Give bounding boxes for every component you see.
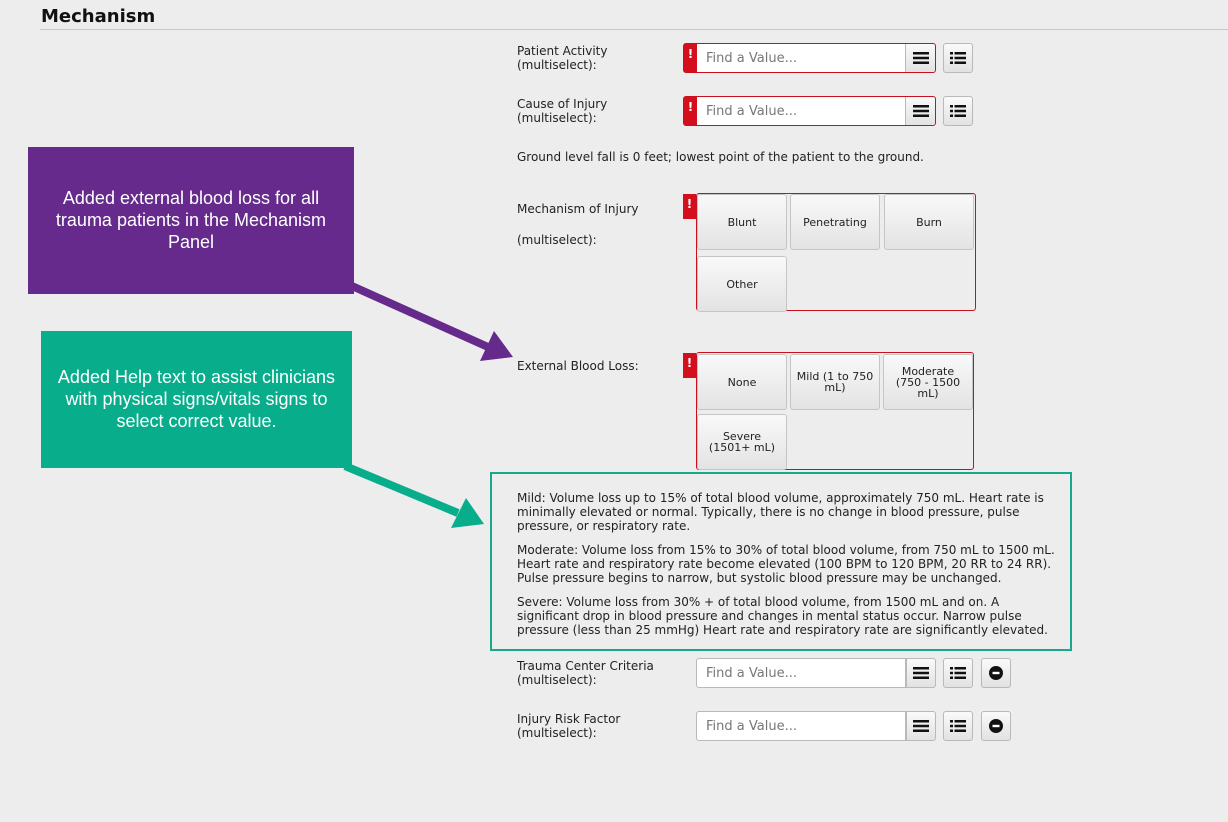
ground-level-note: Ground level fall is 0 feet; lowest point of the patient to the ground. [517, 150, 924, 164]
callout-text: Added Help text to assist clinicians with physical signs/vitals signs to select correct value. [57, 367, 336, 431]
option-blunt[interactable]: Blunt [697, 194, 787, 250]
option-penetrating[interactable]: Penetrating [790, 194, 880, 250]
required-flag-icon: ! [683, 353, 696, 378]
callout-text: Added external blood loss for all trauma patients in the Mechanism Panel [55, 188, 327, 252]
mechanism-of-injury-sublabel: (multiselect): [517, 233, 597, 247]
help-text-moderate: Moderate: Volume loss from 15% to 30% of total blood volume, from 750 mL to 1500 mL. Heart rate and respiratory rate become elevated (100 BPM to 120 BPM, 20 RR to 24 RR). Pulse pressure begins to narrow, but systolic blood pressure may be unchanged. [517, 543, 1055, 585]
external-blood-loss-label: External Blood Loss: [517, 359, 639, 373]
option-other[interactable]: Other [697, 256, 787, 312]
required-flag-icon: ! [684, 44, 697, 72]
trauma-center-criteria-input[interactable]: Find a Value... [696, 658, 906, 688]
label-line: Cause of Injury [517, 97, 608, 111]
green-arrow [345, 466, 484, 528]
required-flag-icon: ! [683, 194, 696, 219]
option-mild[interactable]: Mild (1 to 750 mL) [790, 354, 880, 410]
required-flag-icon: ! [684, 97, 697, 125]
cause-of-injury-input[interactable]: Find a Value... [697, 97, 905, 125]
help-text-mild: Mild: Volume loss up to 15% of total blood volume, approximately 750 mL. Heart rate is minimally elevated or normal. Typically, there is no change in blood pressure, pulse pressure, or respiratory rate. [517, 491, 1044, 533]
label-line: Injury Risk Factor [517, 712, 621, 726]
label-line: (multiselect): [517, 58, 597, 72]
help-text-severe: Severe: Volume loss from 30% + of total blood volume, from 1500 mL and on. A significant drop in blood pressure and changes in mental status occur. Narrow pulse pressure (less than 25 mmHg) Heart rate and respiratory rate are significantly elevated. [517, 595, 1048, 637]
option-severe[interactable]: Severe (1501+ mL) [697, 414, 787, 470]
option-burn[interactable]: Burn [884, 194, 974, 250]
section-title: Mechanism [41, 6, 156, 27]
purple-arrow [352, 286, 513, 361]
injury-risk-factor-input[interactable]: Find a Value... [696, 711, 906, 741]
patient-activity-input[interactable]: Find a Value... [697, 44, 905, 72]
label-line: (multiselect): [517, 673, 597, 687]
label-line: Patient Activity [517, 44, 608, 58]
option-none[interactable]: None [697, 354, 787, 410]
option-moderate[interactable]: Moderate (750 - 1500 mL) [883, 354, 973, 410]
label-line: (multiselect): [517, 111, 597, 125]
label-line: (multiselect): [517, 726, 597, 740]
label-line: Trauma Center Criteria [517, 659, 654, 673]
mechanism-of-injury-label: Mechanism of Injury [517, 202, 639, 216]
